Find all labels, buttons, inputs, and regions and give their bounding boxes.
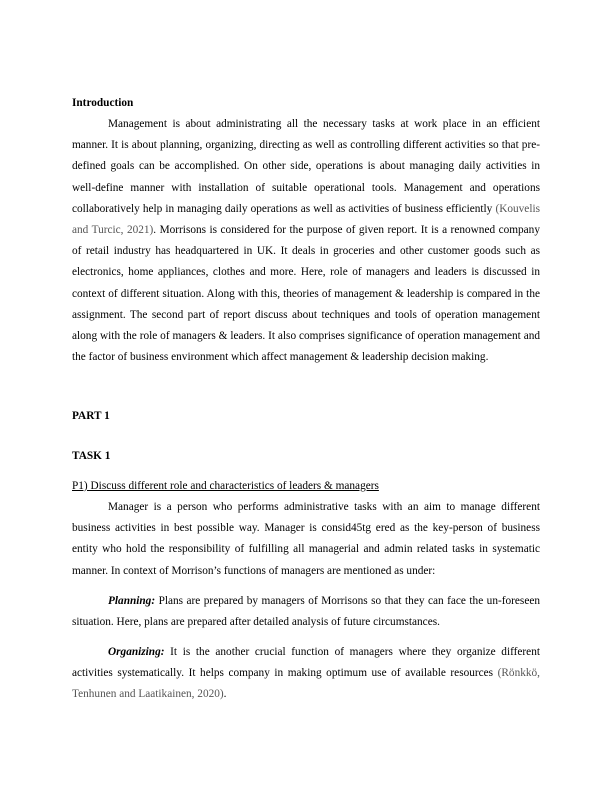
organizing-citation: (Rönkkö, Tenhunen and Laatikainen, 2020) — [72, 667, 540, 701]
intro-text-part1: Management is about administrating all the necessary tasks at work place in an efficient manner. It is about planning, organizing, directing as well as controlling different activities so that pre-defined goals can be accomplished. On other side, operations is about managing daily activities in well-define manner with installation of suitable operational tools. Management and operations collaboratively help in managing daily operations as well as activities of business efficiently — [72, 118, 540, 215]
planning-paragraph — [72, 591, 540, 633]
introduction-paragraph — [72, 114, 540, 368]
intro-text-part2: . Morrisons is considered for the purpose of given report. It is a renowned company of retail industry has headquartered in UK. It deals in groceries and other customer goods such as electronics, home appliances, clothes and more. Here, role of managers and leaders is discussed in context of different situation. Along with this, theories of management & leadership is compared in the assignment. The second part of report discuss about techniques and tools of operation management along with the role of managers & leaders. It also comprises significance of operation management and the factor of business environment which affect management & leadership decision making. — [72, 224, 540, 364]
task-1-heading: TASK 1 — [72, 450, 111, 462]
p1-paragraph: Manager is a person who performs administrative tasks with an aim to manage different business activities in best possible way. Manager is consid45tg ered as the key-person of business entity who hold the responsibility of fulfilling all managerial and admin related tasks in systematic manner. In context of Morrison’s functions of managers are mentioned as under: — [72, 501, 540, 577]
organizing-end: . — [223, 688, 227, 701]
organizing-paragraph — [72, 642, 540, 706]
organizing-text: It is the another crucial function of managers where they organize different activities systematically. It helps company in making optimum use of available resources — [72, 646, 540, 680]
planning-term: Planning: — [108, 595, 156, 607]
p1-subheading: P1) Discuss different role and characteristics of leaders & managers — [72, 480, 379, 492]
organizing-term: Organizing: — [108, 646, 165, 658]
intro-citation: (Kouvelis and Turcic, 2021) — [72, 202, 540, 237]
planning-text: Plans are prepared by managers of Morrisons so that they can face the un-foreseen situation. Here, plans are prepared after detailed analysis of future circumstances. — [72, 595, 540, 629]
part-1-heading: PART 1 — [72, 410, 110, 422]
introduction-heading: Introduction — [72, 97, 134, 109]
